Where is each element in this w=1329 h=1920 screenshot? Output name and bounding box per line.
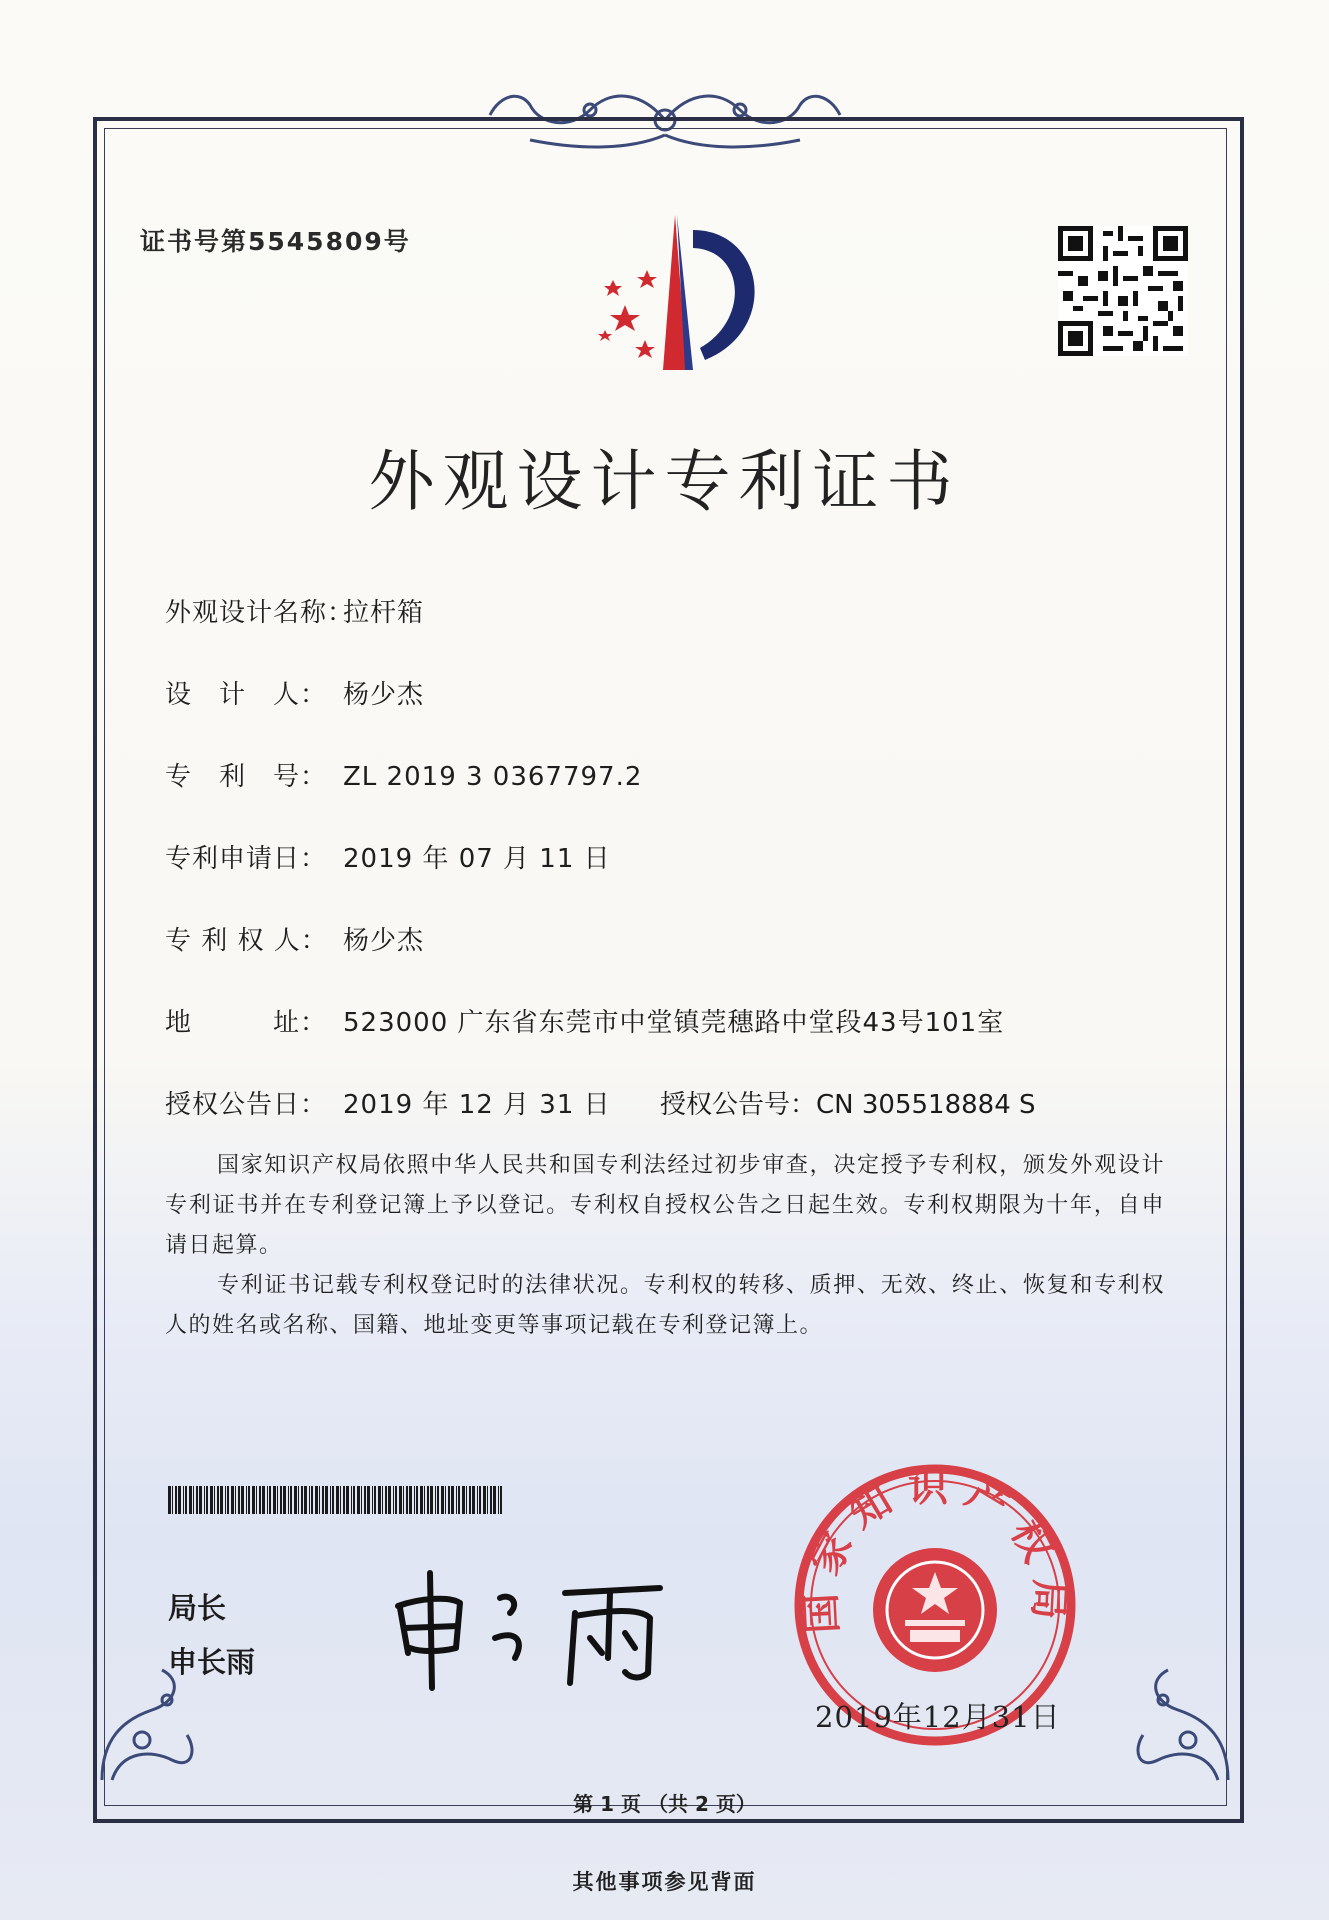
footer-note: 其他事项参见背面 [572,1870,757,1894]
page-indicator: 第 1 页 （共 2 页） [573,1792,756,1816]
director-title: 局长 [168,1591,227,1625]
body-paragraph-2: 专利证书记载专利权登记时的法律状况。专利权的转移、质押、无效、终止、恢复和专利权人的姓名或名称、国籍、地址变更等事项记载在专利登记簿上。 [165,1273,1165,1338]
field-patent-number [165,756,642,793]
corner-ornament-right [1118,1640,1248,1790]
field-address [165,1002,1004,1039]
field-value: 2019 年 07 月 11 日 [343,844,611,874]
document-title: 外观设计专利证书 [368,443,961,520]
field-grant-number [660,1084,1036,1121]
field-value: 杨少杰 [343,926,425,956]
field-design-name [165,592,424,629]
field-patentee [165,920,424,957]
seal-date: 2019年12月31日 [815,1700,1061,1734]
field-value: 523000 广东省东莞市中堂镇莞穗路中堂段43号101室 [343,1008,1005,1038]
certificate-number: 证书号第5545809号 [140,227,411,256]
qr-code [1058,226,1188,356]
field-label: 专 利 权 人： [165,926,328,956]
director-name: 申长雨 [168,1645,256,1679]
cnipa-emblem-icon [565,210,775,375]
field-label: 设 计 人： [165,680,328,710]
field-value: 2019 年 12 月 31 日 [343,1090,611,1120]
field-label: 专利申请日： [165,844,328,874]
field-label: 地 址： [165,1008,328,1038]
barcode [168,1486,504,1514]
handwritten-signature [380,1548,680,1698]
field-label: 专 利 号： [165,762,328,792]
field-designer [165,674,424,711]
field-filing-date [165,838,611,875]
field-label: 授权公告号： [660,1090,817,1120]
field-value: CN 305518884 S [816,1090,1036,1120]
field-value: 杨少杰 [343,680,425,710]
field-value: ZL 2019 3 0367797.2 [343,762,643,792]
field-label: 授权公告日： [165,1090,328,1120]
field-label: 外观设计名称： [165,598,355,628]
field-value: 拉杆箱 [343,598,425,628]
field-grant-date [165,1084,611,1121]
seal-text: 国家知识产权局 [797,1464,1073,1635]
body-paragraph-1: 国家知识产权局依照中华人民共和国专利法经过初步审查，决定授予专利权，颁发外观设计专利证书并在专利登记簿上予以登记。专利权自授权公告之日起生效。专利权期限为十年，自申请日起算。 [165,1153,1165,1258]
